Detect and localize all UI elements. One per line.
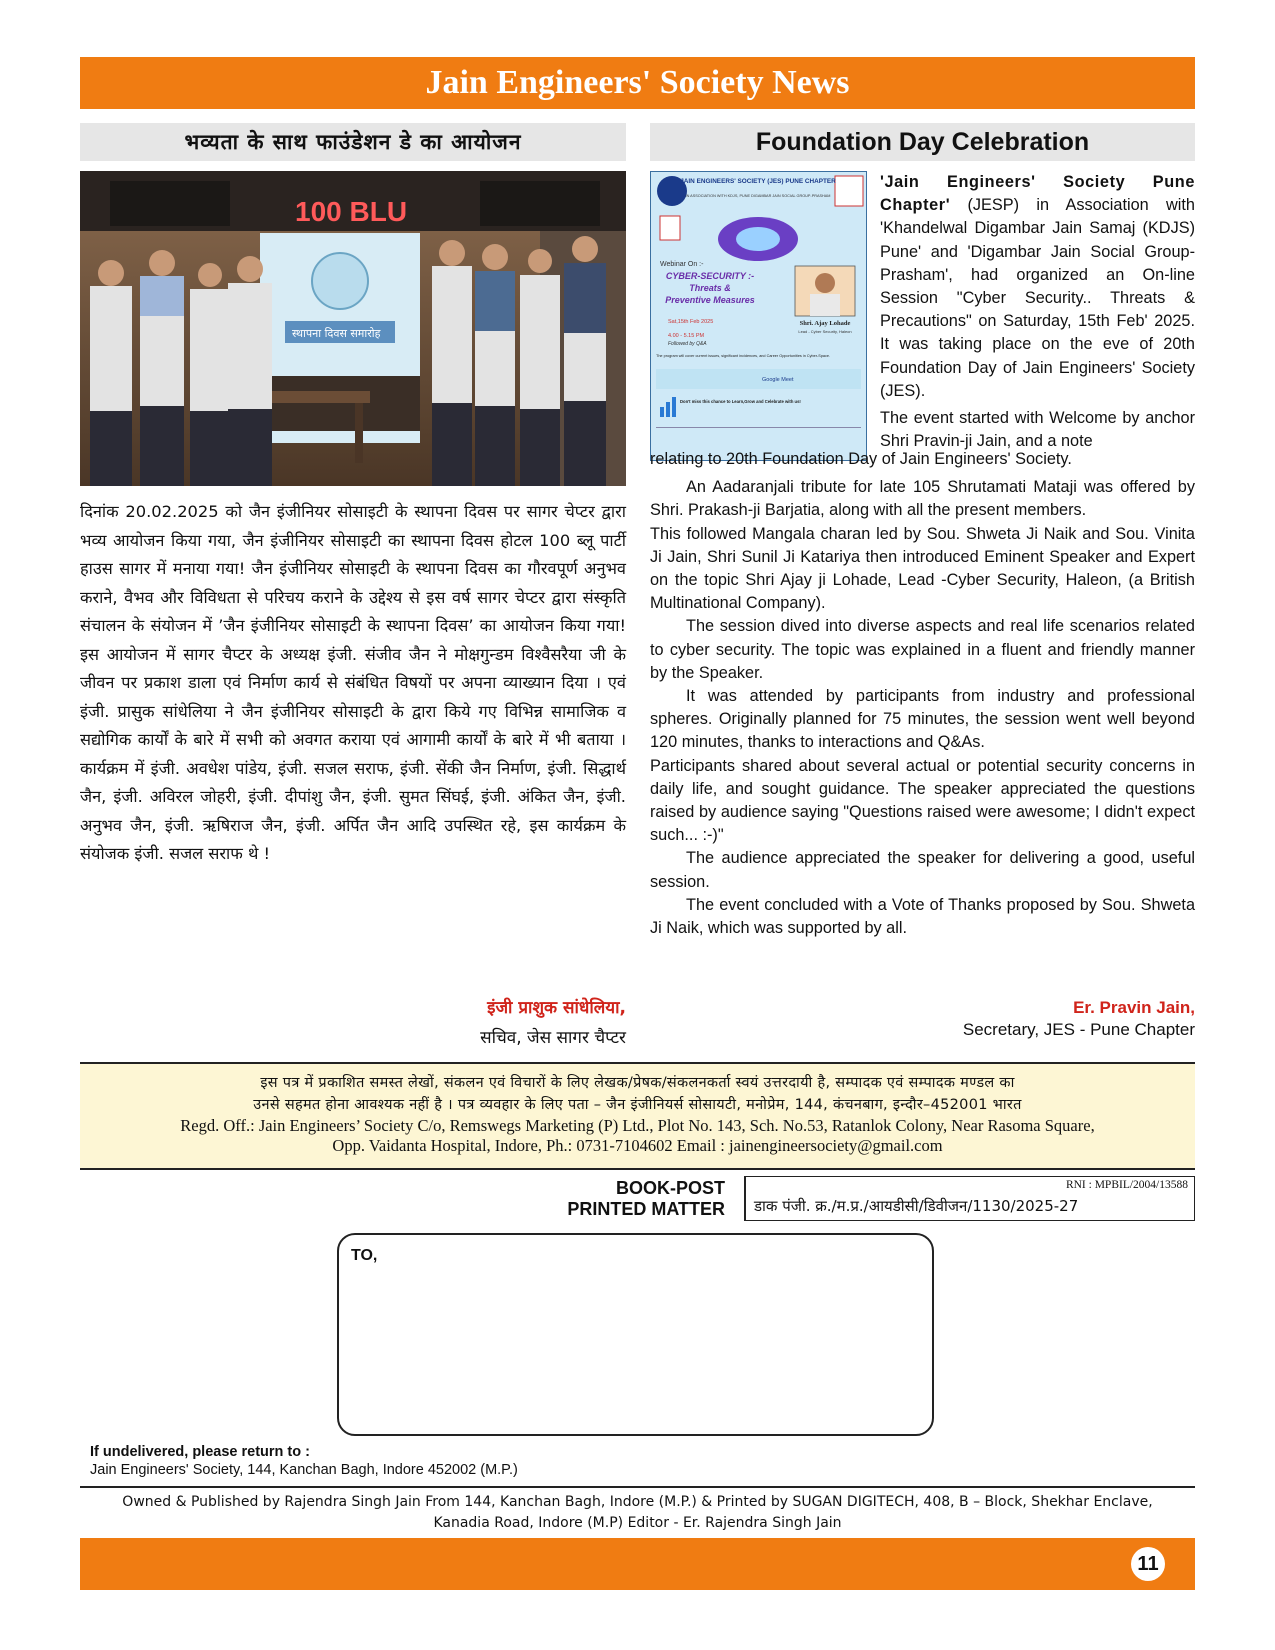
- photo-banner-text: स्थापना दिवस समारोह: [292, 327, 381, 340]
- right-article-intro: [880, 171, 1195, 453]
- regd-office-line1: Regd. Off.: Jain Engineers’ Society C/o, Remswegs Marketing (P) Ltd., Plot No. 143, Sch. No.53, Ratanlok Colony, Near Rasoma Square,: [180, 1116, 1095, 1135]
- book-post-text: BOOK-POST: [615, 1178, 725, 1198]
- intro-rest: (JESP) in Association with 'Khandelwal Digambar Jain Samaj (KDJS) Pune' and 'Digambar Jain Social Group-Prasham', had organized an On-line Session "Cyber Security.. Threats & Precautions" on Saturday, 15th Feb' 2025. It was taking place on the eve of 20th Foundation Day of Jain Engineers' Society (JES).: [880, 196, 1195, 400]
- p2: An Aadaranjali tribute for late 105 Shrutamati Mataji was offered by Shri. Prakash-ji Barjatia, along with all the present members.: [650, 478, 1195, 520]
- p6: Participants shared about several actual or potential security concerns in daily life, and sought guidance. The speaker appreciated the questions raised by audience saying "Questions raised were awesome; I didn't expect such... :-)": [650, 756, 1195, 845]
- return-address: Jain Engineers' Society, 144, Kanchan Bagh, Indore 452002 (M.P.): [90, 1462, 518, 1478]
- poster-title-line3: Preventive Measures: [665, 295, 755, 305]
- address-box: [337, 1233, 934, 1436]
- undelivered-label: If undelivered, please return to :: [90, 1444, 310, 1460]
- poster-assoc: IN ASSOCIATION WITH KDJS, PUNE DIGAMBAR JAIN SOCIAL GROUP-PRASHAM: [685, 194, 831, 198]
- poster-cta: Don't miss this chance to Learn,Grow and Celebrate with us!: [680, 399, 801, 404]
- p8: The event concluded with a Vote of Thanks proposed by Sou. Shweta Ji Naik, which was supported by all.: [650, 895, 1195, 938]
- p1-end: relating to 20th Foundation Day of Jain Engineers' Society.: [650, 450, 1072, 468]
- intro-bold: 'Jain Engineers' Society Pune Chapter': [880, 173, 1195, 215]
- postal-registration-box: [744, 1176, 1195, 1221]
- printed-matter-text: PRINTED MATTER: [567, 1199, 725, 1219]
- poster-time: 4.00 - 5.15 PM: [668, 333, 705, 339]
- webinar-poster: [650, 171, 867, 461]
- poster-date: Sat,15th Feb 2025: [668, 319, 714, 325]
- poster-program-note: The program will cover current issues, significant incidences, and Career Opportunities in Cyber-Space.: [656, 354, 831, 358]
- p7: The audience appreciated the speaker for delivering a good, useful session.: [650, 849, 1195, 891]
- p3: This followed Mangala charan led by Sou. Shweta Ji Naik and Sou. Vinita Ji Jain, Shri Sunil Ji Katariya then introduced Eminent Speaker and Expert on the topic Shri Ajay ji Lohade, Lead -Cyber Security, Haleon, (a British Multinational Company).: [650, 524, 1195, 613]
- postal-registration-number: डाक पंजी. क्र./म.प्र./आयडीसी/डिवीजन/1130/2025-27: [754, 1197, 1079, 1215]
- disclaimer-hindi-line2: उनसे सहमत होना आवश्यक नहीं है । पत्र व्यवहार के लिए पता – जैन इंजीनियर्स सोसायटी, मनोप्रेम, 144, कंचनबाग, इन्दौर–452001 भारत: [253, 1097, 1022, 1113]
- imprint-line: [80, 1492, 1195, 1534]
- to-label: TO,: [351, 1247, 378, 1264]
- event-group-photo: [80, 171, 626, 486]
- poster-org: JAIN ENGINEERS' SOCIETY (JES) PUNE CHAPTER: [680, 178, 836, 185]
- left-article-heading: भव्यता के साथ फाउंडेशन डे का आयोजन: [80, 123, 626, 161]
- newsletter-title: Jain Engineers' Society News: [80, 57, 1195, 109]
- left-signature-name: इंजी प्राशुक सांधेलिया,: [487, 998, 626, 1018]
- left-signature-title: सचिव, जेस सागर चैप्टर: [480, 1028, 626, 1048]
- poster-meet: Google Meet: [762, 377, 794, 383]
- poster-speaker: Shri. Ajay Lohade: [799, 320, 851, 327]
- book-post-label: [500, 1178, 725, 1220]
- intro-p1-start: The event started with Welcome by anchor Shri Pravin-ji Jain, and a note: [880, 409, 1195, 451]
- imprint-line1: Owned & Published by Rajendra Singh Jain From 144, Kanchan Bagh, Indore (M.P.) & Printed by SUGAN DIGITECH, 408, B – Block, Shekhar Enclave,: [122, 1494, 1153, 1510]
- poster-speaker-role: Lead - Cyber Security, Haleon: [798, 329, 852, 334]
- disclaimer-hindi-line1: इस पत्र में प्रकाशित समस्त लेखों, संकलन एवं विचारों के लिए लेखक/प्रेषक/संकलनकर्ता स्वयं उत्तरदायी है, सम्पादक एवं सम्पादक मण्डल का: [260, 1075, 1015, 1091]
- poster-title-line1: CYBER-SECURITY :-: [665, 271, 755, 281]
- page-number: 11: [1131, 1547, 1165, 1581]
- right-article-body: [650, 448, 1195, 940]
- right-article-heading: Foundation Day Celebration: [650, 123, 1195, 161]
- divider: [80, 1486, 1195, 1488]
- poster-webinar-label: Webinar On :-: [660, 261, 704, 268]
- rni-number: RNI : MPBIL/2004/13588: [1065, 1179, 1188, 1191]
- poster-title-line2: Threats &: [689, 283, 731, 293]
- p5: It was attended by participants from industry and professional spheres. Originally planned for 75 minutes, the session went well beyond 120 minutes, thanks to interactions and Q&As.: [650, 687, 1195, 752]
- footer-bar: [80, 1538, 1195, 1590]
- left-article-body: दिनांक 20.02.2025 को जैन इंजीनियर सोसाइटी के स्थापना दिवस पर सागर चेप्टर द्वारा भव्य आयोजन किया गया, जैन इंजीनियर सोसाइटी का स्थापना दिवस होटल 100 ब्लू पार्टी हाउस सागर में मनाया गया! जैन इंजीनियर सोसाइटी के स्थापना दिवस का गौरवपूर्ण अनुभव कराने, वैभव और विविधता से परिचय कराने के उद्देश्य से इस वर्ष सागर चेप्टर द्वारा संस्कृति संचालन के संयोजन में ’जैन इंजीनियर सोसाइटी के स्थापना दिवस’ का आयोजन किया गया! इस आयोजन में सागर चैप्टर के अध्यक्ष इंजी. संजीव जैन ने मोक्षगुन्डम विश्वैसरैया जी के जीवन पर प्रकाश डाला एवं निर्माण कार्य से संबंधित विषयों पर अपना व्याख्यान दिया । एवं इंजी. प्रासुक सांधेलिया ने जैन इंजीनियर सोसाइटी के द्वारा किये गए विभिन्न सामाजिक व सद्योगिक कार्यों के बारे में सभी को अवगत कराया एवं आगामी कार्यों के बारे में भी बताया । कार्यक्रम में इंजी. अवधेश पांडेय, इंजी. सजल सराफ, इंजी. सेंकी जैन निर्माण, इंजी. सिद्धार्थ जैन, इंजी. अविरल जोहरी, इंजी. दीपांशु जैन, इंजी. सुमत सिंघई, इंजी. अंकित जैन, इंजी. अनुभव जैन, इंजी. ऋषिराज जैन, इंजी. अर्पित जैन आदि उपस्थित रहे, इस कार्यक्रम के संयोजक इंजी. सजल सराफ थे !: [80, 502, 626, 863]
- neon-sign: 100 BLU: [295, 196, 408, 227]
- right-signature-title: Secretary, JES - Pune Chapter: [962, 1020, 1195, 1039]
- regd-office-line2: Opp. Vaidanta Hospital, Indore, Ph.: 0731-7104602 Email : jainengineersociety@gmail.com: [332, 1136, 943, 1155]
- disclaimer-box: [80, 1062, 1195, 1170]
- poster-qa: Followed by Q&A: [668, 341, 707, 347]
- imprint-line2: Kanadia Road, Indore (M.P) Editor - Er. Rajendra Singh Jain: [433, 1515, 842, 1531]
- p4: The session dived into diverse aspects and real life scenarios related to cyber security. The topic was explained in a fluent and friendly manner by the Speaker.: [650, 617, 1195, 682]
- right-signature-name: Er. Pravin Jain,: [1073, 998, 1195, 1017]
